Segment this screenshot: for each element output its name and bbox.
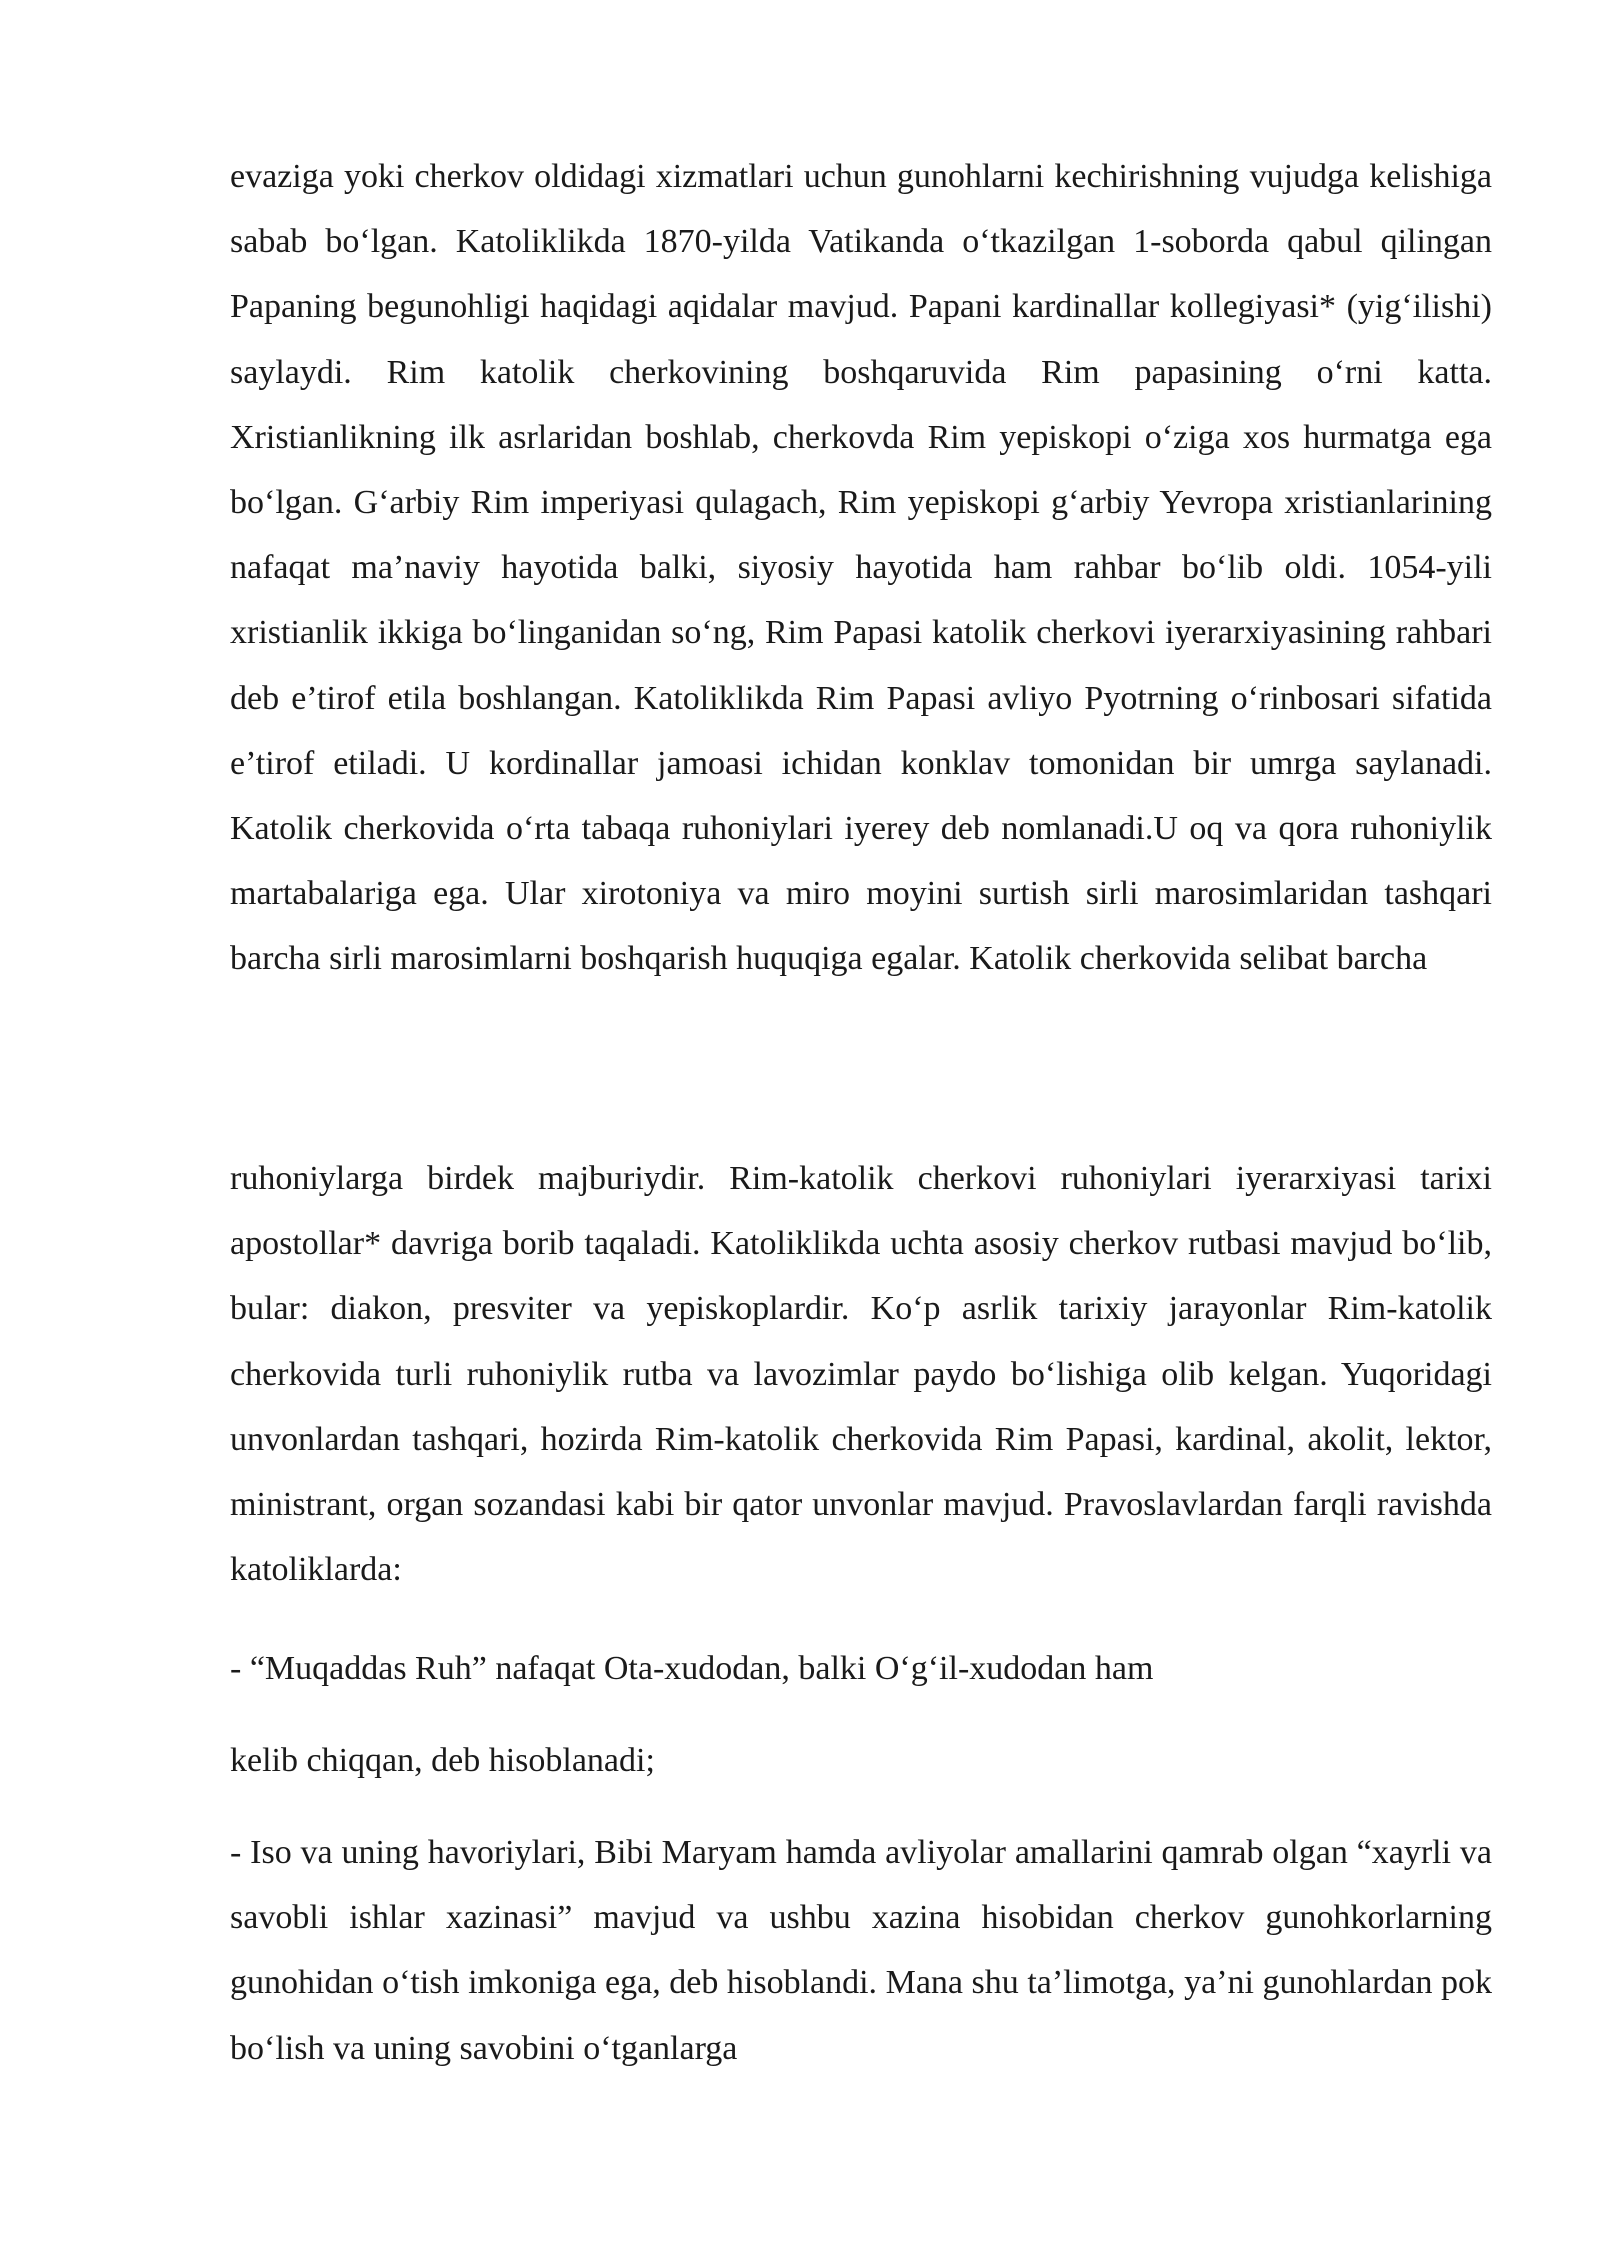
paragraph-4: kelib chiqqan, deb hisoblanadi;: [230, 1742, 655, 1779]
paragraph-3: - “Muqaddas Ruh” nafaqat Ota-xudodan, balki O‘g‘il-xudodan ham: [230, 1650, 1154, 1687]
paragraph-2: ruhoniylarga birdek majburiydir. Rim-katolik cherkovi ruhoniylari iyerarxiyasi tarixi apostollar* davriga borib taqaladi. Katoliklikda uchta asosiy cherkov rutbasi mavjud bo‘lib, bular: diakon, presviter va yepiskoplardir. Ko‘p asrlik tarixiy jarayonlar Rim-katolik cherkovida turli ruhoniylik rutba va lavozimlar paydo bo‘lishiga olib kelgan. Yuqoridagi unvonlardan tashqari, hozirda Rim-katolik cherkovida Rim Papasi, kardinal, akolit, lektor, ministrant, organ sozandasi kabi bir qator unvonlar mavjud. Pravoslavlardan farqli ravishda katoliklarda:: [230, 1160, 1492, 1589]
paragraph-5: - Iso va uning havoriylari, Bibi Maryam hamda avliyolar amallarini qamrab olgan “xayrli va savobli ishlar xazinasi” mavjud va ushbu xazina hisobidan cherkov gunohkorlarning gunohidan o‘tish imkoniga ega, deb hisoblandi. Mana shu ta’limotga, ya’ni gunohlardan pok bo‘lish va uning savobini o‘tganlarga: [230, 1834, 1492, 2067]
paragraph-1: evaziga yoki cherkov oldidagi xizmatlari uchun gunohlarni kechirishning vujudga kelishiga sabab bo‘lgan. Katoliklikda 1870-yilda Vatikanda o‘tkazilgan 1-soborda qabul qilingan Papaning begunohligi haqidagi aqidalar mavjud. Papani kardinallar kollegiyasi* (yig‘ilishi) saylaydi. Rim katolik cherkovining boshqaruvida Rim papasining o‘rni katta. Xristianlikning ilk asrlaridan boshlab, cherkovda Rim yepiskopi o‘ziga xos hurmatga ega bo‘lgan. G‘arbiy Rim imperiyasi qulagach, Rim yepiskopi g‘arbiy Yevropa xristianlarining nafaqat ma’naviy hayotida balki, siyosiy hayotida ham rahbar bo‘lib oldi. 1054-yili xristianlik ikkiga bo‘linganidan so‘ng, Rim Papasi katolik cherkovi iyerarxiyasining rahbari deb e’tirof etila boshlangan. Katoliklikda Rim Papasi avliyo Pyotrning o‘rinbosari sifatida e’tirof etiladi. U kordinallar jamoasi ichidan konklav tomonidan bir umrga saylanadi. Katolik cherkovida o‘rta tabaqa ruhoniylari iyerey deb nomlanadi.U oq va qora ruhoniylik martabalariga ega. Ular xirotoniya va miro moyini surtish sirli marosimlaridan tashqari barcha sirli marosimlarni boshqarish huquqiga egalar. Katolik cherkovida selibat barcha: [230, 158, 1492, 978]
